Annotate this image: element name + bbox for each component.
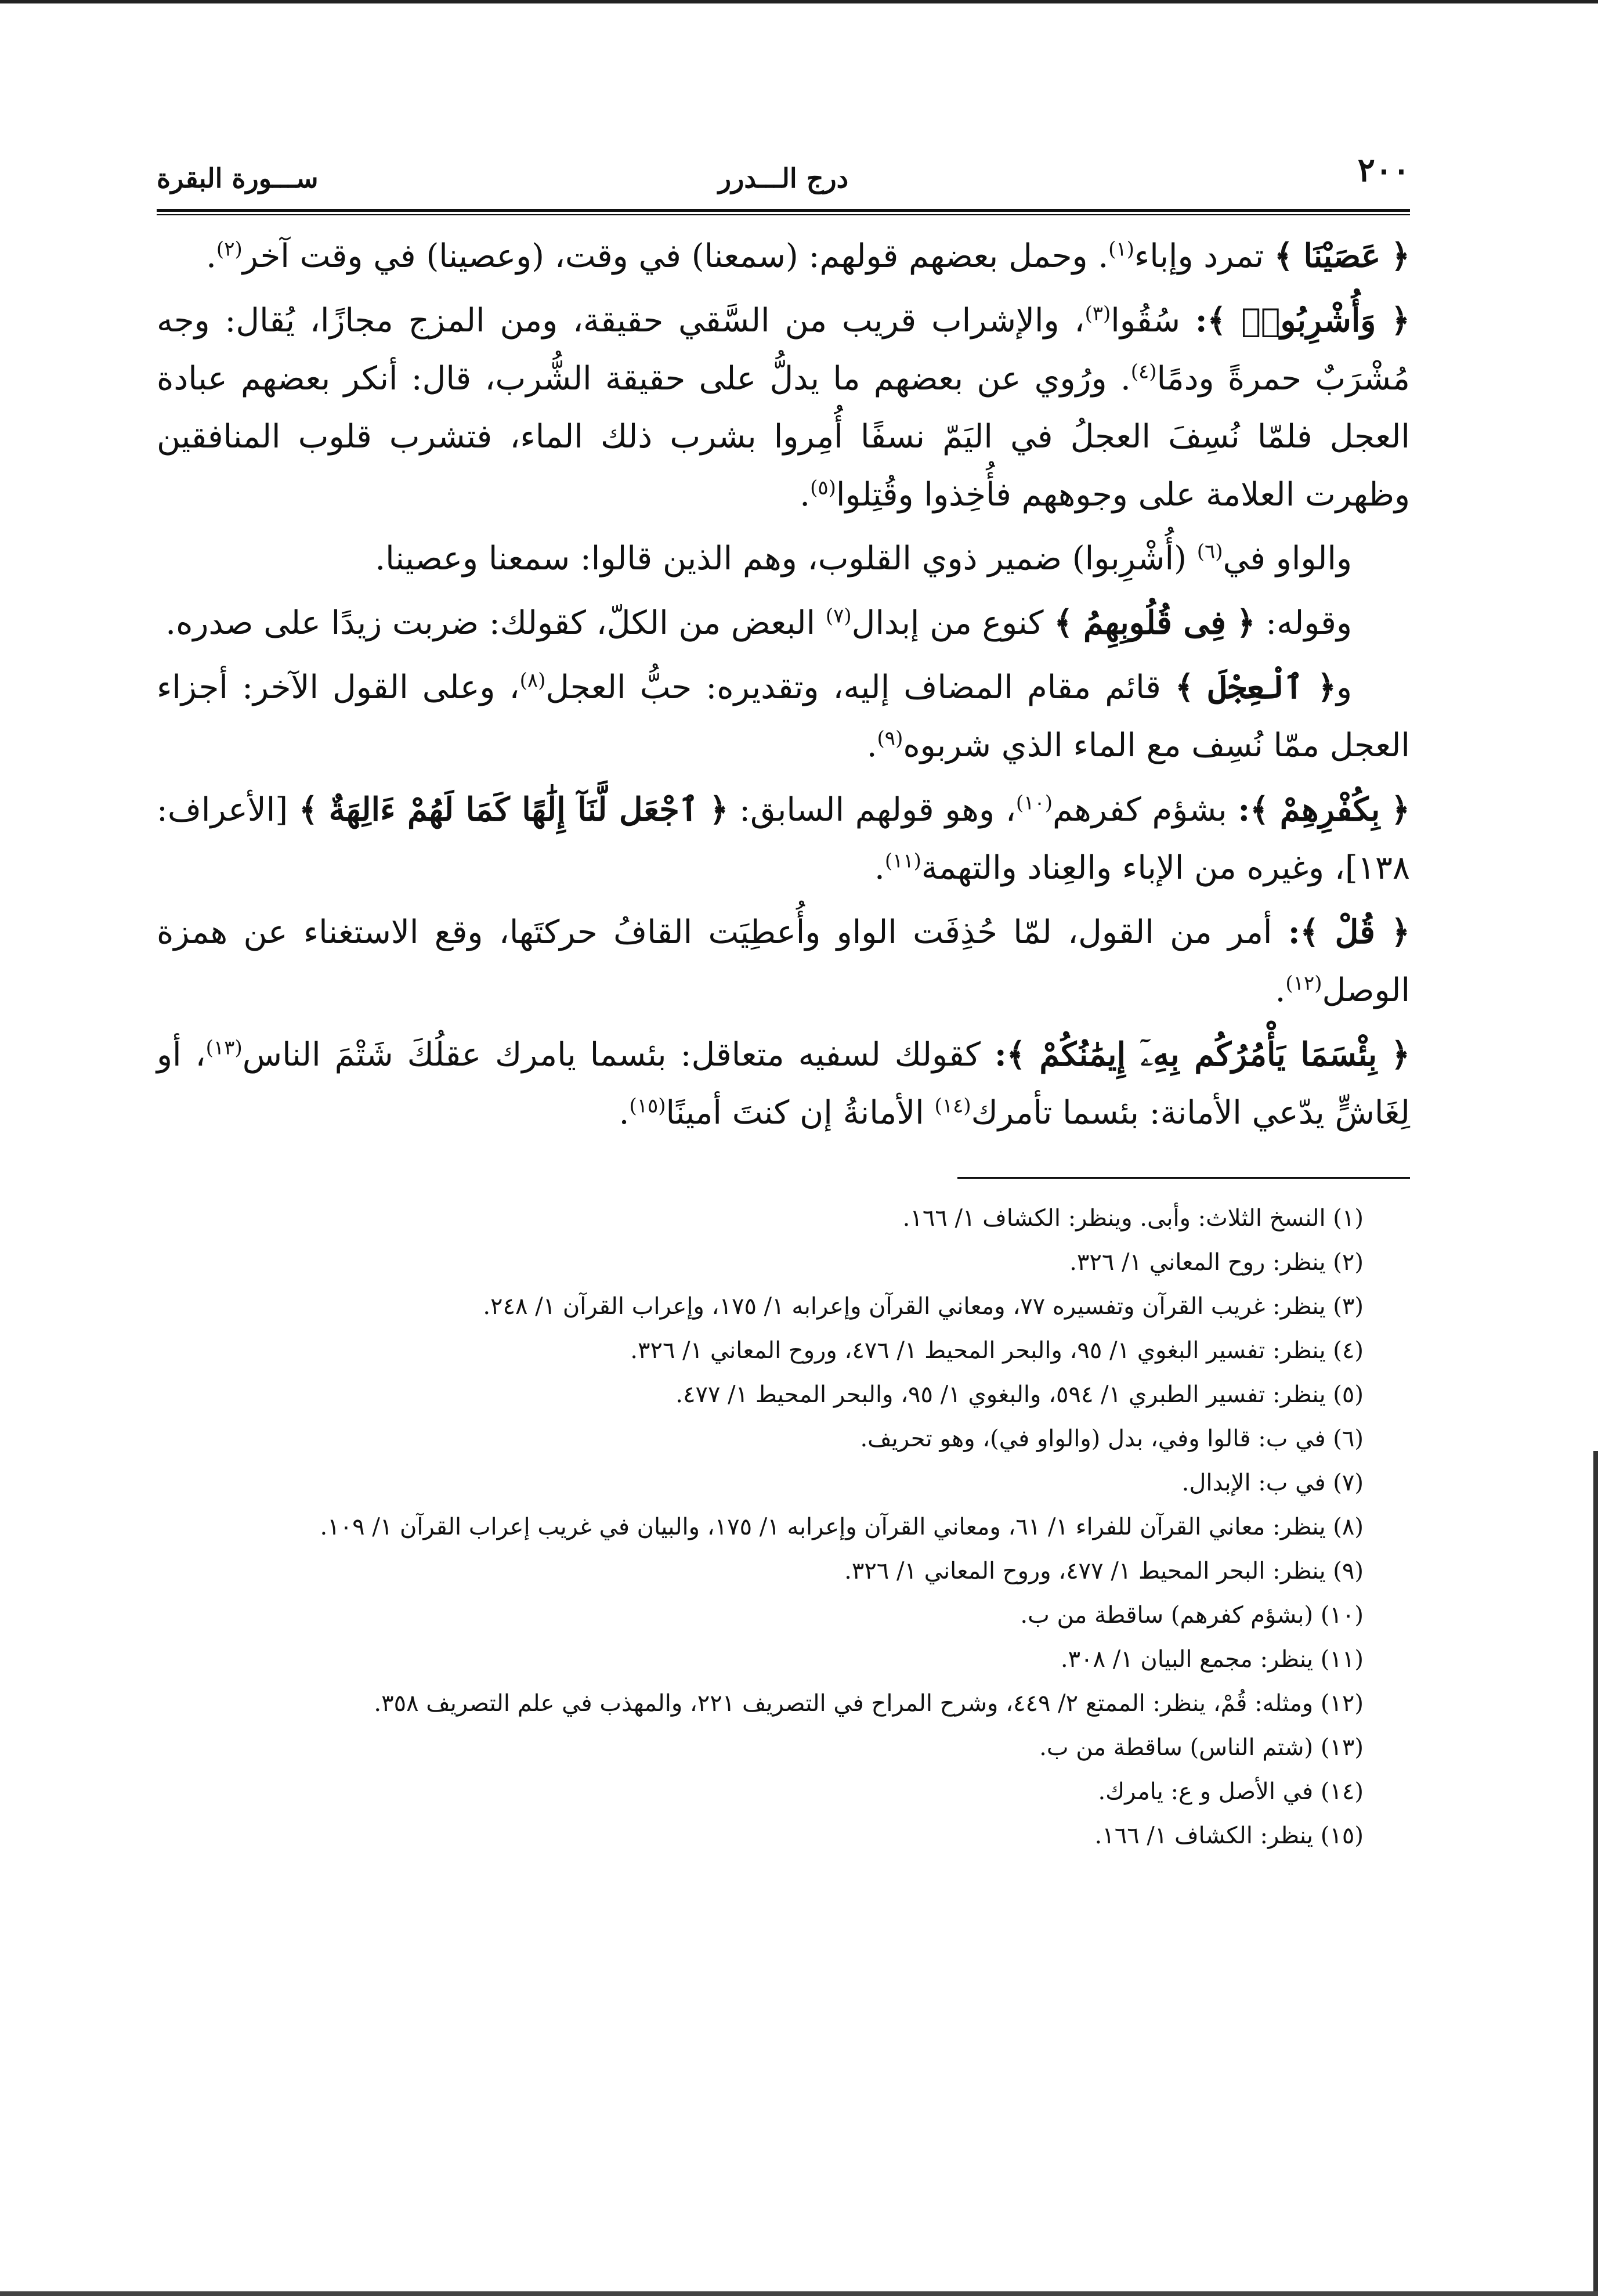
paragraph-2 bbox=[157, 291, 1410, 524]
quran-bracket: ﴾: bbox=[1238, 790, 1269, 829]
main-text bbox=[157, 227, 1410, 1142]
text: . bbox=[1275, 972, 1286, 1009]
text: و bbox=[1336, 669, 1352, 706]
quran-bracket: ﴾ bbox=[298, 790, 318, 829]
footnote-ref: (١٠) bbox=[1015, 791, 1053, 815]
quran-bracket: ﴿ bbox=[1391, 237, 1410, 275]
footnote: (١٠) (بشؤم كفرهم) ساقطة من ب. bbox=[1020, 1602, 1364, 1629]
footnote: (٣) ينظر: غريب القرآن وتفسيره ٧٧، ومعاني القرآن وإعرابه ١/ ١٧٥، وإعراب القرآن ١/ ٢٤٨. bbox=[483, 1293, 1364, 1320]
footnote: (٧) في ب: الإبدال. bbox=[1181, 1470, 1364, 1496]
footnote-separator bbox=[957, 1177, 1410, 1179]
text: . bbox=[206, 237, 216, 275]
footnote-ref: (١٢) bbox=[1285, 972, 1322, 995]
running-header bbox=[157, 145, 1410, 209]
text: . وحمل بعضهم قولهم: (سمعنا) في وقت، (وعصينا) في وقت آخر bbox=[242, 237, 1109, 275]
text: قائم مقام المضاف إليه، وتقديره: حبُّ العجل bbox=[545, 669, 1176, 706]
footnote: (١١) ينظر: مجمع البيان ١/ ٣٠٨. bbox=[1060, 1646, 1364, 1673]
paragraph-3 bbox=[157, 530, 1410, 588]
footnote-ref: (١٤) bbox=[934, 1094, 971, 1118]
paragraph-8 bbox=[157, 1026, 1410, 1142]
quran-bracket: ﴿ bbox=[1391, 1035, 1410, 1074]
quran-bracket: ﴾: bbox=[994, 1035, 1026, 1074]
text: وقوله: bbox=[1255, 604, 1352, 642]
text: كقولك لسفيه متعاقل: بئسما يامرك عقلُكَ شَتْمَ الناس bbox=[242, 1036, 995, 1074]
footnote: (٩) ينظر: البحر المحيط ١/ ٤٧٧، وروح المعاني ١/ ٣٢٦. bbox=[844, 1558, 1364, 1584]
text: سُقُوا bbox=[1111, 302, 1195, 340]
text: الأمانةُ إن كنتَ أمينًا bbox=[666, 1094, 935, 1132]
book-title: درج الـــدرر bbox=[718, 163, 849, 194]
footnote-ref: (١) bbox=[1108, 237, 1134, 261]
page-number: ٢٠٠ bbox=[1357, 151, 1410, 189]
text: [الأعراف: ١٣٨]، وغيره من الإباء والعِناد والتهمة bbox=[157, 791, 1410, 887]
quran-bracket: ﴿ bbox=[1317, 668, 1336, 706]
scan-top-edge bbox=[0, 0, 1598, 3]
footnote-ref: (١٣) bbox=[205, 1036, 243, 1060]
footnote-ref: (٦) bbox=[1196, 540, 1223, 564]
quran-bracket: ﴿ bbox=[1391, 913, 1410, 951]
footnote: (٦) في ب: قالوا وفي، بدل (والواو في)، وهو تحريف. bbox=[860, 1425, 1364, 1452]
quran-bracket: ﴾ bbox=[1054, 604, 1073, 642]
quran-word: وَأُشْرِبُوا۟ bbox=[1241, 301, 1376, 340]
footnote-ref: (١١) bbox=[884, 849, 921, 873]
text: ، وهو قولهم السابق: bbox=[728, 791, 1016, 829]
text: تمرد وإباء bbox=[1134, 237, 1274, 275]
footnote: (١) النسخ الثلاث: وأبى. وينظر: الكشاف ١/ ١٦٦. bbox=[902, 1205, 1364, 1232]
scan-right-edge bbox=[1593, 1451, 1598, 2296]
paragraph-6 bbox=[157, 781, 1410, 897]
quran-bracket: ﴿ bbox=[709, 790, 729, 829]
footnote-ref: (١٥) bbox=[629, 1094, 666, 1118]
scan-bottom-edge bbox=[0, 2291, 1598, 2296]
footnote: (١٢) ومثله: قُمْ، ينظر: الممتع ٢/ ٤٤٩، وشرح المراح في التصريف ٢٢١، والمهذب في علم التصريف ٣٥٨. bbox=[374, 1690, 1364, 1717]
text: . bbox=[619, 1094, 630, 1132]
quran-word: فِى قُلُوبِهِمُ bbox=[1083, 604, 1226, 642]
footnote-ref: (٨) bbox=[519, 669, 546, 692]
header-rule bbox=[157, 209, 1410, 215]
text: . bbox=[874, 849, 885, 887]
footnote-ref: (٥) bbox=[810, 476, 836, 500]
quran-bracket: ﴾ bbox=[1274, 237, 1293, 275]
text: بشؤم كفرهم bbox=[1052, 791, 1238, 829]
footnote-ref: (٤) bbox=[1130, 360, 1157, 384]
paragraph-4 bbox=[157, 594, 1410, 652]
quran-verse: بِئْسَمَا يَأْمُرُكُم بِهِۦٓ إِيمَٰنُكُمْ bbox=[1039, 1035, 1378, 1074]
text: . ورُوي عن بعضهم ما يدلُّ على حقيقة الشُّرب، قال: أنكر بعضهم عبادة العجل فلمّا نُسِفَ العجلُ في اليَمّ نسفًا أُمِروا بشرب ذلك الماء، فتشرب قلوب المنافقين وظهرت العلامة على وجوههم فأُخِذوا وقُتِلوا bbox=[157, 360, 1410, 514]
footnote: (١٣) (شتم الناس) ساقطة من ب. bbox=[1039, 1734, 1364, 1761]
footnote-ref: (٩) bbox=[877, 727, 903, 750]
quran-bracket: ﴾ bbox=[1175, 668, 1194, 706]
text: (أُشْرِبوا) ضمير ذوي القلوب، وهم الذين قالوا: سمعنا وعصينا. bbox=[375, 540, 1197, 577]
footnote-ref: (٢) bbox=[216, 237, 243, 261]
text: أمر من القول، لمّا حُذِفَت الواو وأُعطِيَت القافُ حركتَها، وقع الاستغناء عن همزة الوصل bbox=[157, 914, 1410, 1009]
footnote: (٨) ينظر: معاني القرآن للفراء ١/ ٦١، ومعاني القرآن وإعرابه ١/ ١٧٥، والبيان في غريب إعراب القرآن ١/ ١٠٩. bbox=[320, 1514, 1364, 1540]
quran-bracket: ﴿ bbox=[1236, 604, 1256, 642]
quran-word: بِكُفْرِهِمْ bbox=[1279, 790, 1380, 829]
paragraph-7 bbox=[157, 903, 1410, 1020]
text: ، أو لِغَاشٍّ يدّعي الأمانة: بئسما تأمرك bbox=[157, 1036, 1410, 1132]
quran-bracket: ﴿ bbox=[1391, 301, 1410, 340]
quran-bracket: ﴿ bbox=[1391, 790, 1410, 829]
quran-word: عَصَيْنَا bbox=[1303, 237, 1381, 275]
paragraph-1 bbox=[157, 227, 1410, 286]
footnote: (٥) ينظر: تفسير الطبري ١/ ٥٩٤، والبغوي ١/ ٩٥، والبحر المحيط ١/ ٤٧٧. bbox=[675, 1381, 1364, 1408]
text: . bbox=[866, 727, 877, 764]
text: ، والإشراب قريب من السَّقي حقيقة، ومن المزج مجازًا، يُقال: وجه مُشْرَبٌ حمرةً ودمًا bbox=[157, 302, 1410, 398]
text: البعض من الكلّ، كقولك: ضربت زيدًا على صدره. bbox=[165, 604, 826, 642]
text: ، وعلى القول الآخر: أجزاء العجل ممّا نُسِف مع الماء الذي شربوه bbox=[157, 669, 1410, 764]
quran-bracket: ﴾: bbox=[1288, 913, 1319, 951]
quran-bracket: ﴾: bbox=[1195, 301, 1227, 340]
footnote-ref: (٣) bbox=[1084, 302, 1111, 326]
quran-word: ٱلْعِجْلَ bbox=[1207, 668, 1304, 706]
footnote: (٢) ينظر: روح المعاني ١/ ٣٢٦. bbox=[1069, 1249, 1364, 1276]
quran-word: قُلْ bbox=[1335, 913, 1375, 951]
surah-title: ســـورة البقرة bbox=[157, 163, 319, 194]
footnote: (٤) ينظر: تفسير البغوي ١/ ٩٥، والبحر المحيط ١/ ٤٧٦، وروح المعاني ١/ ٣٢٦. bbox=[630, 1337, 1364, 1364]
text: كنوع من إبدال bbox=[851, 604, 1054, 642]
quran-verse: ٱجْعَل لَّنَآ إِلَٰهًا كَمَا لَهُمْ ءَالِهَةٌ bbox=[328, 790, 699, 829]
footnote: (١٤) في الأصل و ع: يامرك. bbox=[1098, 1778, 1364, 1805]
book-page bbox=[157, 145, 1410, 1858]
footnote: (١٥) ينظر: الكشاف ١/ ١٦٦. bbox=[1094, 1822, 1364, 1849]
footnotes bbox=[157, 1196, 1410, 1858]
text: . bbox=[800, 476, 811, 514]
text: والواو في bbox=[1223, 540, 1352, 577]
footnote-ref: (٧) bbox=[825, 604, 852, 628]
paragraph-5 bbox=[157, 658, 1410, 775]
